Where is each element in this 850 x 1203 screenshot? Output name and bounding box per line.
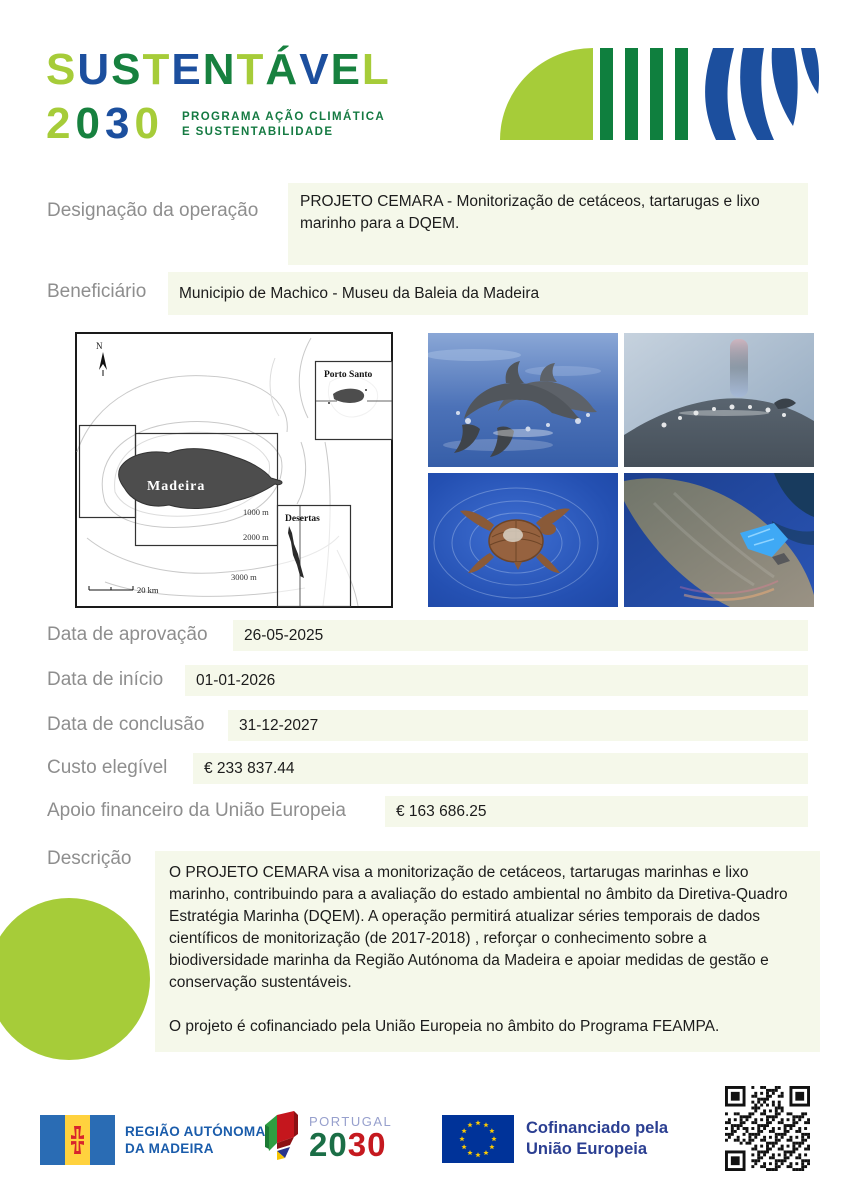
year-20: 20 xyxy=(309,1126,348,1163)
field-label-designacao: Designação da operação xyxy=(47,200,259,221)
madeira-label: Madeira xyxy=(147,479,206,494)
logo-letter: U xyxy=(77,45,112,94)
portugal-2030-text xyxy=(309,1115,392,1161)
wildlife-photo-grid xyxy=(428,333,814,607)
logo-letter: S xyxy=(46,45,78,94)
logo-subtitle-line1: PROGRAMA AÇÃO CLIMÁTICA xyxy=(181,111,386,123)
madeira-flag-icon xyxy=(40,1115,115,1165)
portugal-2030-icon xyxy=(263,1110,301,1166)
field-value-beneficiario: Municipio de Machico - Museu da Baleia da Madeira xyxy=(168,272,808,315)
field-value-designacao: PROJETO CEMARA - Monitorização de cetáceos, tartarugas e lixo marinho para a DQEM. xyxy=(288,183,808,265)
north-label: N xyxy=(96,341,103,351)
porto-santo-label: Porto Santo xyxy=(324,370,373,380)
logo-letter: N xyxy=(202,45,237,94)
logo-letter: T xyxy=(236,45,266,94)
description-paragraph-2: O projeto é cofinanciado pela União Europeia no âmbito do Programa FEAMPA. xyxy=(169,1018,720,1035)
field-label-aprovacao: Data de aprovação xyxy=(47,624,208,645)
logo-letter: L xyxy=(361,45,391,94)
logo-digit: 3 xyxy=(104,99,135,148)
madeira-government-logo xyxy=(40,1115,266,1165)
logo-letter: E xyxy=(330,45,362,94)
portugal-label: PORTUGAL xyxy=(309,1114,393,1129)
logo-subtitle xyxy=(182,110,385,140)
field-label-conclusao: Data de conclusão xyxy=(47,714,205,735)
logo-letter: Á xyxy=(265,45,300,94)
eu-cofinancing-logo xyxy=(442,1115,668,1163)
eu-text-line1: Cofinanciado pela xyxy=(526,1119,669,1137)
logo-digit: 2 xyxy=(46,99,76,148)
depth-2000-label: 2000 m xyxy=(243,532,269,542)
eu-flag-icon xyxy=(442,1115,514,1163)
green-circle-decoration xyxy=(0,898,150,1060)
logo-letter: S xyxy=(111,45,143,94)
dolphins-photo xyxy=(428,333,618,467)
logo-subtitle-line2: E SUSTENTABILIDADE xyxy=(181,126,334,138)
description-paragraph-1: O PROJETO CEMARA visa a monitorização de cetáceos, tartarugas marinhas e lixo marinho, contribuindo para a avaliação do estado ambiental no âmbito da Diretiva-Quadro Estratégia Marinha (DQEM). A operação permitirá atualizar séries temporais de dados científicos de monitorização (de 2017-2018) , reforçar o conhecimento sobre a biodiversidade marinha da Região Autónoma da Madeira e apoiar medidas de gestão e conservação sustentáveis. xyxy=(169,864,788,991)
eu-text-line2: União Europeia xyxy=(526,1140,648,1158)
scale-label: 20 km xyxy=(137,585,159,595)
field-label-beneficiario: Beneficiário xyxy=(47,281,147,302)
logo-digit: 0 xyxy=(75,99,105,148)
madeira-text-line1: REGIÃO AUTÓNOMA xyxy=(125,1124,266,1139)
madeira-archipelago-map xyxy=(75,332,393,608)
logo-letter: E xyxy=(171,45,203,94)
blow-rainbow xyxy=(730,339,748,397)
madeira-government-text xyxy=(125,1123,266,1157)
field-value-aprovacao: 26-05-2025 xyxy=(233,620,808,651)
field-label-custo: Custo elegível xyxy=(47,757,168,778)
whale-surfacing-photo xyxy=(624,333,814,467)
logo-digit: 0 xyxy=(134,99,164,148)
portugal-2030-logo xyxy=(263,1110,392,1166)
sea-turtle-photo xyxy=(428,473,618,607)
field-label-apoio: Apoio financeiro da União Europeia xyxy=(47,800,346,821)
depth-3000-label: 3000 m xyxy=(231,572,257,582)
field-value-apoio: € 163 686.25 xyxy=(385,796,808,827)
description-box xyxy=(155,851,820,1052)
field-value-inicio: 01-01-2026 xyxy=(185,665,808,696)
green-quarter-shape xyxy=(500,48,593,140)
logo-year-2030 xyxy=(46,100,164,148)
portugal-2030-year xyxy=(309,1126,392,1163)
qr-code xyxy=(725,1086,810,1171)
porto-santo-inset xyxy=(316,362,393,440)
green-bars xyxy=(600,48,688,140)
blue-waves xyxy=(705,48,819,140)
whale-plastic-litter-photo xyxy=(624,473,814,607)
madeira-text-line2: DA MADEIRA xyxy=(125,1141,214,1156)
field-value-conclusao: 31-12-2027 xyxy=(228,710,808,741)
logo-letter: V xyxy=(299,45,331,94)
leaf-bars-waves-decoration xyxy=(500,40,820,148)
field-label-descricao: Descrição xyxy=(47,848,132,869)
field-value-custo: € 233 837.44 xyxy=(193,753,808,784)
year-30: 30 xyxy=(347,1126,387,1163)
desertas-inset xyxy=(278,506,351,607)
depth-1000-label: 1000 m xyxy=(243,507,269,517)
field-label-inicio: Data de início xyxy=(47,669,164,690)
desertas-label: Desertas xyxy=(285,514,320,524)
eu-cofinancing-text xyxy=(526,1118,668,1160)
sustentavel-2030-logo-title xyxy=(46,46,391,94)
logo-letter: T xyxy=(142,45,172,94)
logo-second-row xyxy=(46,100,385,148)
